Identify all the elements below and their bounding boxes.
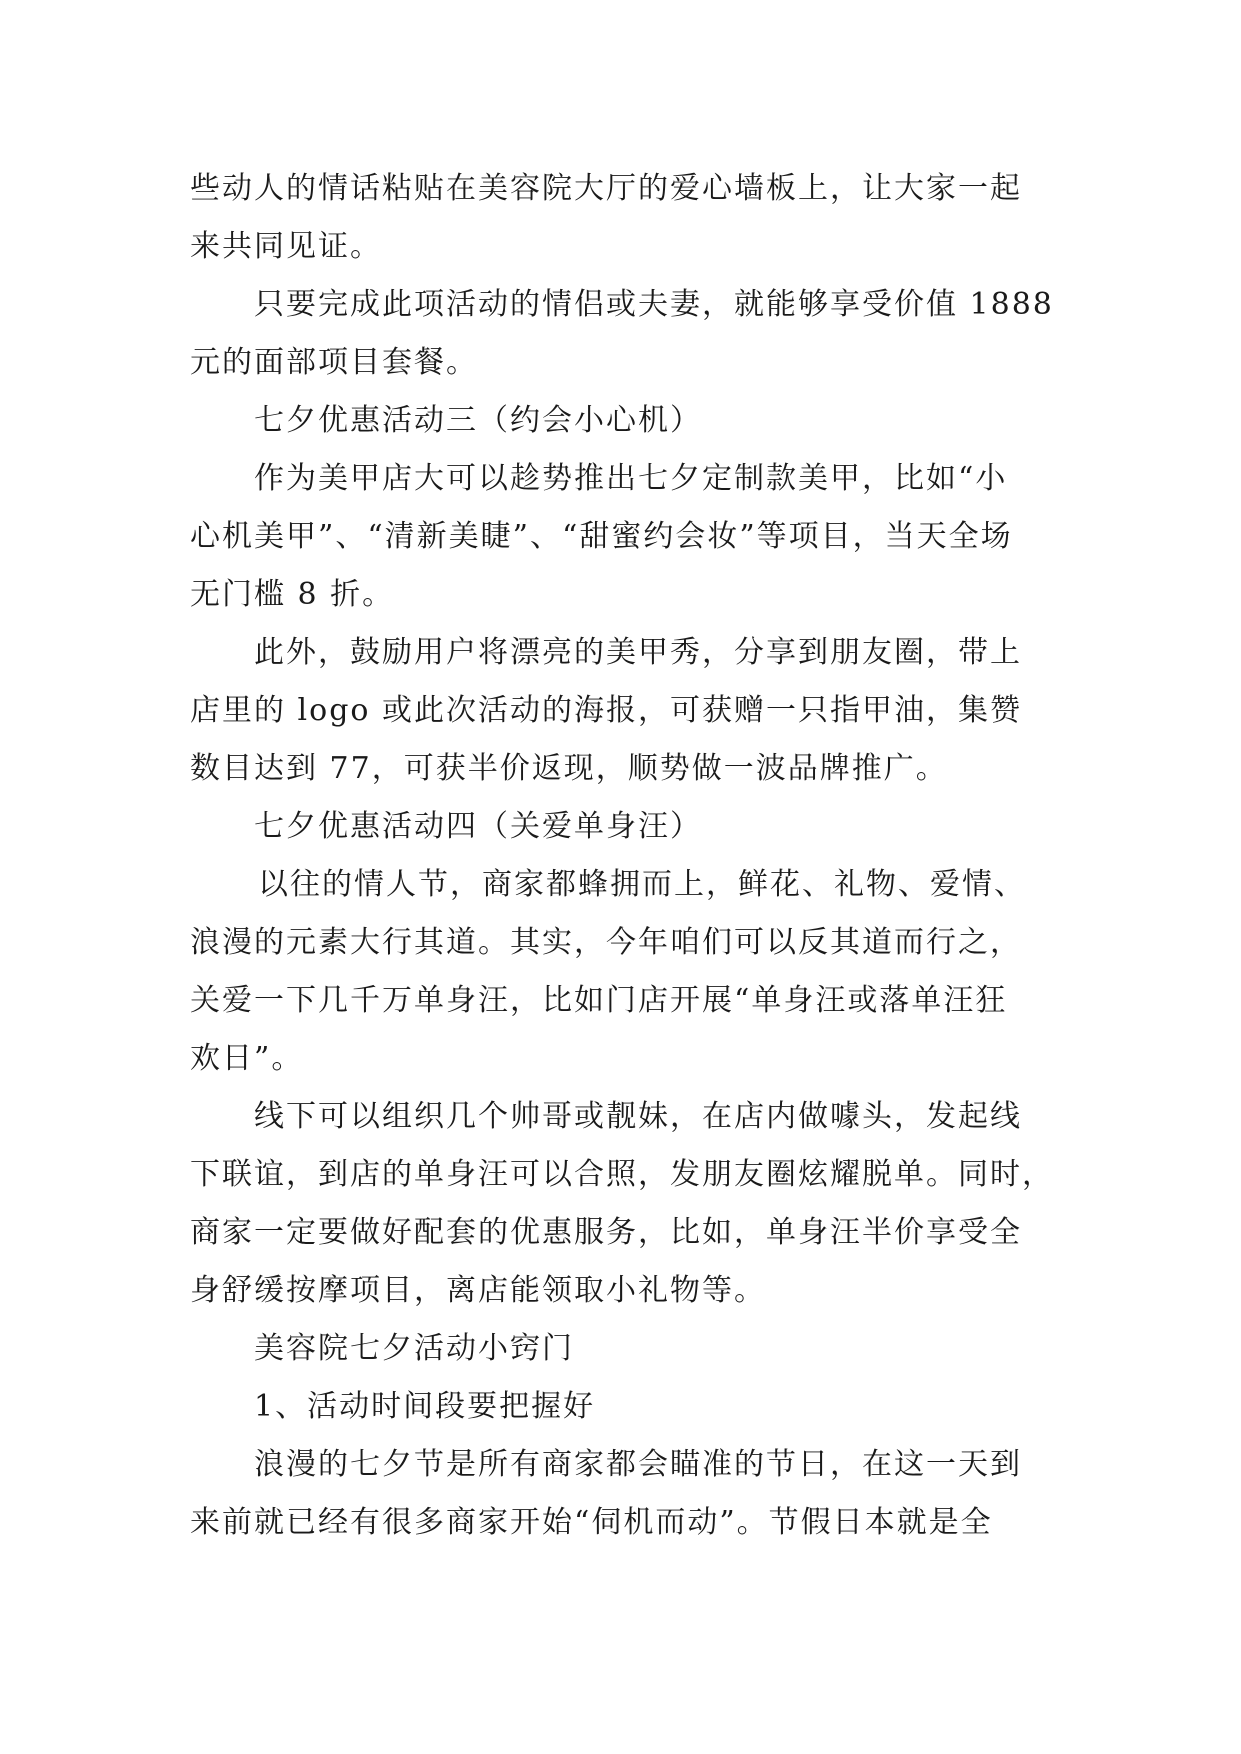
text-line: 来共同见证。: [190, 229, 382, 264]
section-heading: 美容院七夕活动小窍门: [254, 1331, 574, 1366]
document-page: [190, 160, 1054, 1552]
text-line: 商家一定要做好配套的优惠服务，比如，单身汪半价享受全: [190, 1215, 1022, 1250]
subsection-heading: 1、活动时间段要把握好: [254, 1389, 596, 1424]
text-line: 欢日”。: [190, 1041, 304, 1076]
paragraph-start: 作为美甲店大可以趁势推出七夕定制款美甲，比如“小: [254, 461, 1008, 496]
paragraph-start: 浪漫的七夕节是所有商家都会瞄准的节日，在这一天到: [254, 1447, 1022, 1482]
section-heading: 七夕优惠活动四（关爱单身汪）: [254, 809, 702, 844]
text-line: 来前就已经有很多商家开始“伺机而动”。节假日本就是全: [190, 1505, 993, 1540]
text-line: 店里的 logo 或此次活动的海报，可获赠一只指甲油，集赞: [190, 693, 1022, 728]
paragraph-start: 以往的情人节，商家都蜂拥而上，鲜花、礼物、爱情、: [258, 867, 1026, 902]
paragraph-start: 此外，鼓励用户将漂亮的美甲秀，分享到朋友圈，带上: [254, 635, 1022, 670]
text-line: 无门槛 8 折。: [190, 577, 395, 612]
text-line: 浪漫的元素大行其道。其实，今年咱们可以反其道而行之，: [190, 925, 1022, 960]
text-line: 关爱一下几千万单身汪，比如门店开展“单身汪或落单汪狂: [190, 983, 1008, 1018]
text-line: 心机美甲”、“清新美睫”、“甜蜜约会妆”等项目，当天全场: [190, 519, 1013, 554]
section-heading: 七夕优惠活动三（约会小心机）: [254, 403, 702, 438]
text-line: 数目达到 77，可获半价返现，顺势做一波品牌推广。: [190, 751, 948, 786]
text-line: 身舒缓按摩项目，离店能领取小礼物等。: [190, 1273, 766, 1308]
paragraph-start: 线下可以组织几个帅哥或靓妹，在店内做噱头，发起线: [254, 1099, 1022, 1134]
text-line: 下联谊，到店的单身汪可以合照，发朋友圈炫耀脱单。同时，: [190, 1157, 1054, 1192]
paragraph-start: 只要完成此项活动的情侣或夫妻，就能够享受价值 1888: [254, 287, 1054, 322]
text-line: 些动人的情话粘贴在美容院大厅的爱心墙板上，让大家一起: [190, 171, 1022, 206]
text-line: 元的面部项目套餐。: [190, 345, 478, 380]
